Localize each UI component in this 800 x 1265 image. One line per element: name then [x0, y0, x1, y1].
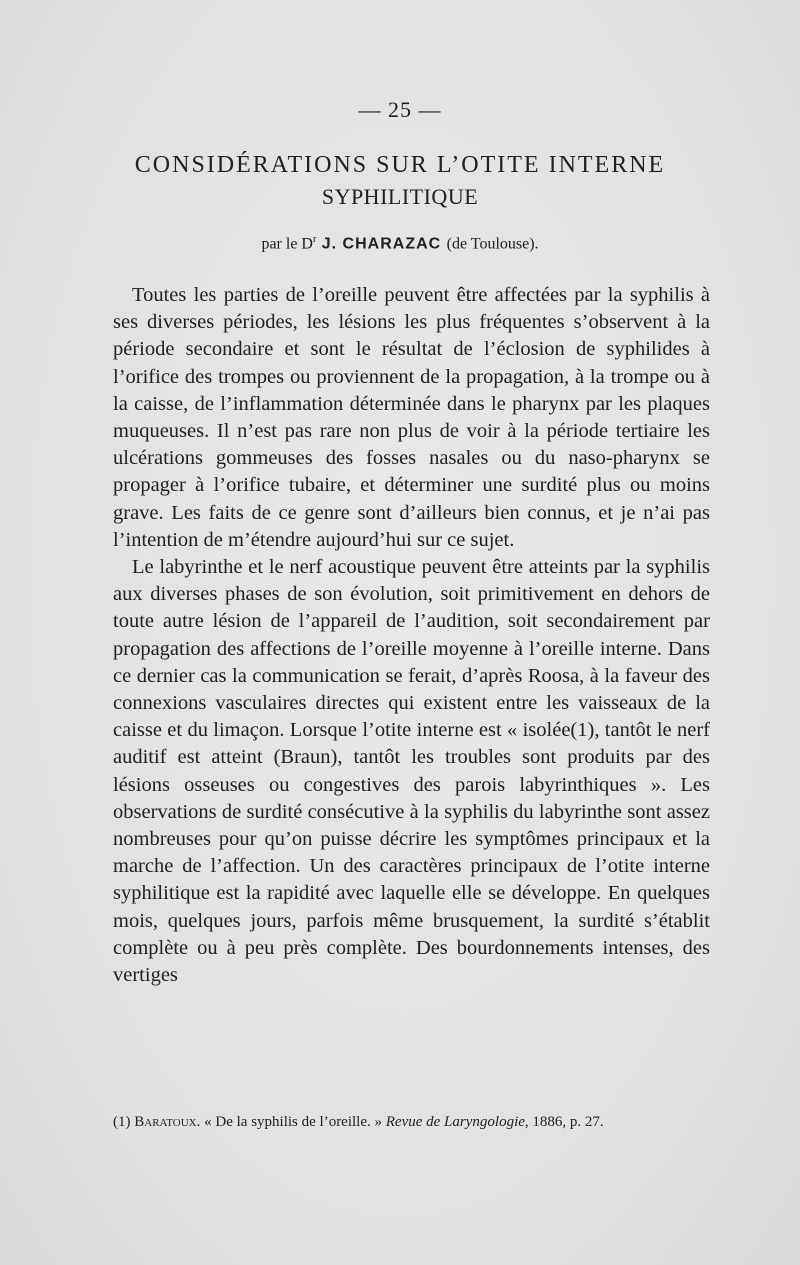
article-title-line-1: CONSIDÉRATIONS SUR L’OTITE INTERNE: [134, 152, 666, 178]
article-title-line-2: SYPHILITIQUE: [321, 184, 479, 209]
footnote-journal: Revue de Laryngologie: [385, 1114, 525, 1130]
byline-author: J. CHARAZAC: [316, 235, 447, 253]
byline-superscript: r: [312, 234, 317, 245]
footnote-author: Baratoux: [134, 1114, 197, 1130]
article-body: [113, 282, 710, 989]
body-paragraph-1: Toutes les parties de l’oreille peuvent être affectées par la syphilis à ses diverses périodes, les lésions les plus fréquentes s’observent à la période secondaire et sont le résultat de l’éclosion de syphilides à l’orifice des trompes ou proviennent de la propagation, à la trompe ou à la caisse, de l’inflammation déterminée dans le pharynx par les plaques muqueuses. Il n’est pas rare non plus de voir à la période tertiaire les ulcérations gommeuses des fosses nasales ou du naso-pharynx se propager à l’orifice tubaire, et déterminer une surdité plus ou moins grave. Les faits de ce genre sont d’ailleurs bien connus, et je n’ai pas l’intention de m’étendre aujourd’hui sur ce sujet.: [113, 284, 710, 551]
page-number: — 25 —: [358, 97, 442, 122]
byline-location: (de Toulouse).: [446, 235, 539, 253]
byline-prefix: par le D: [261, 235, 313, 253]
footnote-title: . « De la syphilis de l’oreille. »: [196, 1114, 386, 1130]
article-byline: [0, 234, 800, 253]
footnote-citation: , 1886, p. 27.: [524, 1114, 604, 1130]
footnote: [113, 1112, 710, 1132]
footnote-marker: (1): [113, 1114, 135, 1130]
body-paragraph-2: Le labyrinthe et le nerf acoustique peuvent être atteints par la syphilis aux diverses phases de son évolution, soit primitivement en dehors de toute autre lésion de l’appareil de l’audition, soit secondairement par propagation des affections de l’oreille moyenne à l’oreille interne. Dans ce dernier cas la communication se ferait, d’après Roosa, à la faveur des connexions vasculaires directes qui existent entre les vaisseaux de la caisse et du limaçon. Lorsque l’otite interne est « isolée(1), tantôt le nerf auditif est atteint (Braun), tantôt les troubles sont produits par des lésions osseuses ou congestives des parois labyrinthiques ». Les observations de surdité consécutive à la syphilis du labyrinthe sont assez nombreuses pour qu’on puisse décrire les symptômes principaux et la marche de l’affection. Un des caractères principaux de l’otite interne syphilitique est la rapidité avec laquelle elle se développe. En quelques mois, quelques jours, parfois même brusquement, la surdité s’établit complète ou à peu près complète. Des bourdonnements intenses, des vertiges: [113, 556, 710, 987]
